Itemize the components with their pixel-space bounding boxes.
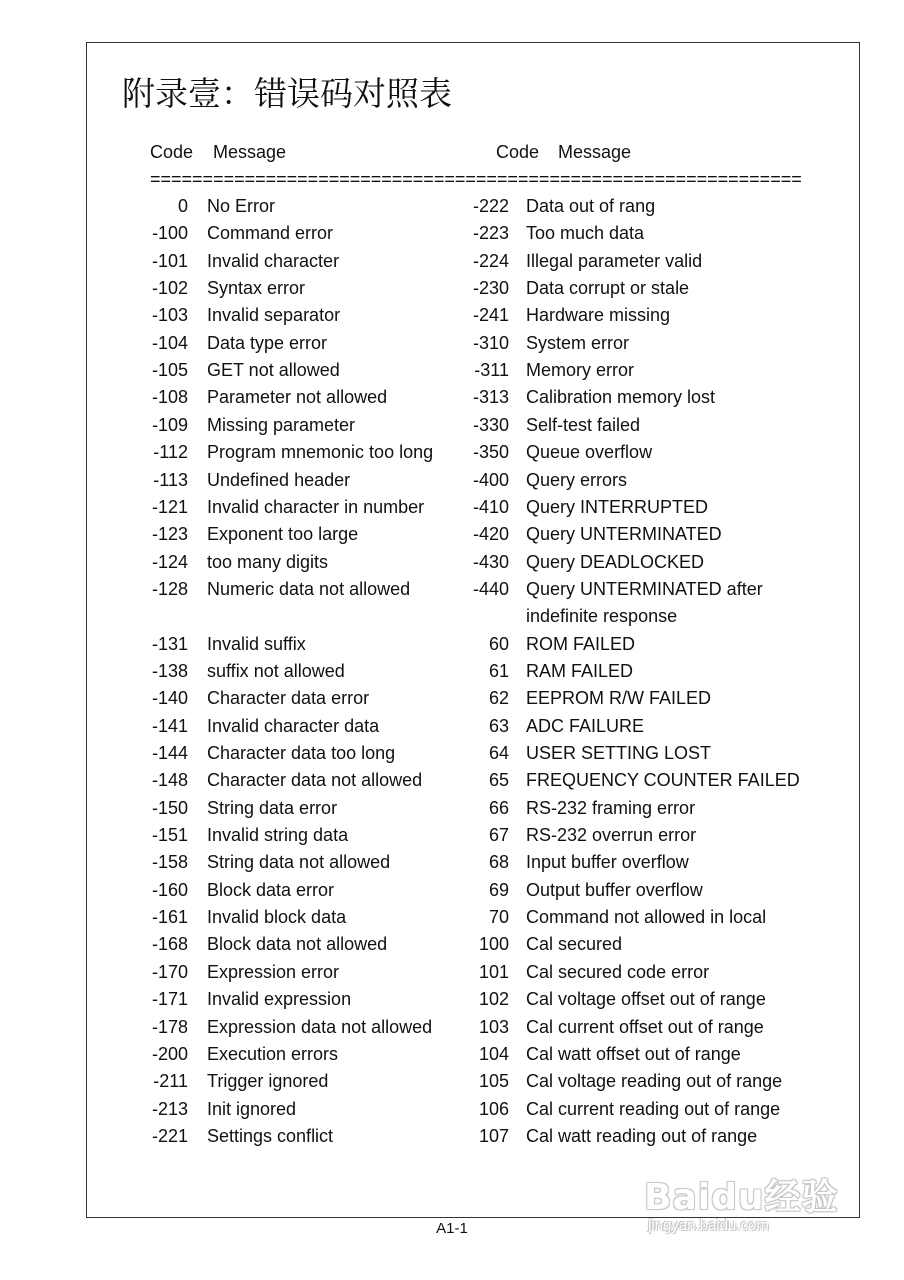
error-message: Data out of rang xyxy=(526,196,656,216)
error-message: Cal watt reading out of range xyxy=(526,1125,758,1146)
error-code: -420 xyxy=(472,524,509,545)
error-code: -224 xyxy=(472,250,509,271)
error-message: EEPROM R/W FAILED xyxy=(526,688,712,709)
error-code: -171 xyxy=(151,989,188,1010)
error-code: -101 xyxy=(151,250,188,271)
error-code: -430 xyxy=(472,551,509,572)
error-message: Init ignored xyxy=(207,1098,297,1119)
error-message: String data error xyxy=(207,797,338,818)
error-code: -158 xyxy=(151,852,188,873)
right-message-header: Message xyxy=(558,142,632,162)
error-code: -121 xyxy=(151,496,188,517)
error-code: -123 xyxy=(151,524,188,545)
error-code: -104 xyxy=(151,332,188,353)
error-message: GET not allowed xyxy=(207,360,340,381)
error-message: String data not allowed xyxy=(207,852,391,873)
error-message: Calibration memory lost xyxy=(526,387,716,408)
error-message: Block data not allowed xyxy=(207,934,388,955)
error-message: Too much data xyxy=(526,223,645,244)
error-code: -102 xyxy=(151,278,188,299)
error-code: -241 xyxy=(472,305,509,326)
error-code: -100 xyxy=(151,223,188,244)
error-message: Cal secured xyxy=(526,934,623,955)
error-message: Query INTERRUPTED xyxy=(526,496,709,517)
error-code: -211 xyxy=(153,1071,188,1092)
watermark-logo: Baidu经验 xyxy=(644,1177,839,1218)
error-code: 103 xyxy=(478,1016,509,1037)
error-code: -151 xyxy=(151,825,188,846)
page-title: 附录壹：错误码对照表 xyxy=(122,74,452,113)
error-message: too many digits xyxy=(207,551,329,572)
error-message: Queue overflow xyxy=(526,442,653,463)
error-code: 70 xyxy=(488,907,509,928)
error-code: -160 xyxy=(151,879,188,900)
error-code: 101 xyxy=(478,961,509,982)
error-code: -140 xyxy=(151,688,188,709)
error-code: 102 xyxy=(478,989,509,1010)
error-message: indefinite response xyxy=(526,606,678,627)
error-message: suffix not allowed xyxy=(207,660,345,681)
error-code: -131 xyxy=(151,633,188,654)
error-code: 69 xyxy=(488,879,509,900)
error-message: Hardware missing xyxy=(526,305,671,326)
error-code: -178 xyxy=(151,1016,188,1037)
error-code: -230 xyxy=(472,278,509,299)
error-message: FREQUENCY COUNTER FAILED xyxy=(526,770,800,791)
error-code: -170 xyxy=(151,961,188,982)
error-message: Trigger ignored xyxy=(207,1071,329,1092)
error-message: Numeric data not allowed xyxy=(207,578,411,599)
error-code: -112 xyxy=(153,442,188,463)
watermark-url: jingyan.baidu.com xyxy=(648,1217,769,1234)
error-message: Block data error xyxy=(207,879,335,900)
error-code: -161 xyxy=(151,907,188,928)
error-code: -113 xyxy=(153,469,188,490)
error-code: -109 xyxy=(151,414,188,435)
error-message: Cal current offset out of range xyxy=(526,1016,764,1037)
error-message: Self-test failed xyxy=(526,414,641,435)
error-message: Input buffer overflow xyxy=(526,852,689,873)
error-message: Data corrupt or stale xyxy=(526,278,690,299)
error-message: Syntax error xyxy=(207,278,306,299)
error-message: Query DEADLOCKED xyxy=(526,551,705,572)
error-message: Parameter not allowed xyxy=(207,387,388,408)
error-code: -410 xyxy=(472,496,509,517)
error-message: Invalid block data xyxy=(207,907,347,928)
error-message: Invalid character xyxy=(207,250,340,271)
error-code: -150 xyxy=(151,797,188,818)
error-code: -350 xyxy=(472,442,509,463)
error-message: USER SETTING LOST xyxy=(526,743,712,763)
error-code: 106 xyxy=(478,1098,509,1119)
error-message: Exponent too large xyxy=(207,524,359,545)
error-message: Cal watt offset out of range xyxy=(526,1043,741,1064)
error-message: Character data not allowed xyxy=(207,770,423,791)
error-message: Invalid separator xyxy=(207,305,341,326)
right-code-header: Code xyxy=(496,142,540,162)
error-code: 62 xyxy=(488,688,509,709)
error-message: Command error xyxy=(207,223,334,244)
page-number: A1-1 xyxy=(436,1220,468,1237)
error-code: 60 xyxy=(488,633,509,654)
error-message: Memory error xyxy=(526,360,635,381)
error-message: Cal voltage reading out of range xyxy=(526,1071,783,1092)
error-message: Character data error xyxy=(207,688,370,709)
error-code: -221 xyxy=(151,1125,188,1146)
error-message: Invalid string data xyxy=(207,825,349,846)
error-message: Execution errors xyxy=(207,1043,339,1064)
error-code: -148 xyxy=(151,770,188,791)
error-message: No Error xyxy=(207,196,276,216)
error-message: Cal voltage offset out of range xyxy=(526,989,766,1010)
error-message: ADC FAILURE xyxy=(526,715,645,736)
error-message: Program mnemonic too long xyxy=(207,442,434,463)
error-code: 105 xyxy=(478,1071,509,1092)
error-code: -400 xyxy=(472,469,509,490)
error-message: Query UNTERMINATED after xyxy=(526,578,763,599)
error-code: -310 xyxy=(472,332,509,353)
error-code: -200 xyxy=(151,1043,188,1064)
error-code: -330 xyxy=(472,414,509,435)
error-code: 67 xyxy=(488,825,509,846)
error-code: -144 xyxy=(151,743,188,763)
error-code: -223 xyxy=(472,223,509,244)
error-message: ROM FAILED xyxy=(526,633,636,654)
error-message: Undefined header xyxy=(207,469,351,490)
error-code: 104 xyxy=(478,1043,509,1064)
error-message: Command not allowed in local xyxy=(526,907,767,928)
error-code: 66 xyxy=(488,797,509,818)
error-message: Character data too long xyxy=(207,743,396,763)
error-message: Invalid character in number xyxy=(207,496,425,517)
error-message: RS-232 overrun error xyxy=(526,825,697,846)
error-message: Query errors xyxy=(526,469,628,490)
error-code: -440 xyxy=(472,578,509,599)
error-code: -311 xyxy=(474,360,509,381)
error-code: 0 xyxy=(177,196,188,216)
error-code: 107 xyxy=(478,1125,509,1146)
error-code: -222 xyxy=(472,196,509,216)
error-code: -108 xyxy=(151,387,188,408)
error-code: 100 xyxy=(478,934,509,955)
error-code: -213 xyxy=(151,1098,188,1119)
error-message: Invalid expression xyxy=(207,989,352,1010)
error-code: -124 xyxy=(151,551,188,572)
error-message: System error xyxy=(526,332,630,353)
error-code: -313 xyxy=(472,387,509,408)
error-message: Invalid character data xyxy=(207,715,380,736)
error-message: Expression error xyxy=(207,961,340,982)
error-code: 68 xyxy=(488,852,509,873)
error-message: Missing parameter xyxy=(207,414,356,435)
header-separator: ============================================================== xyxy=(150,169,802,189)
error-message: Cal current reading out of range xyxy=(526,1098,781,1119)
error-message: Invalid suffix xyxy=(207,633,306,654)
error-message: RS-232 framing error xyxy=(526,797,696,818)
error-message: RAM FAILED xyxy=(526,660,634,681)
error-code: -168 xyxy=(151,934,188,955)
error-code: 64 xyxy=(488,743,509,763)
error-code: 63 xyxy=(488,715,509,736)
error-message: Settings conflict xyxy=(207,1125,334,1146)
error-message: Output buffer overflow xyxy=(526,879,703,900)
left-code-header: Code xyxy=(150,142,194,162)
error-message: Query UNTERMINATED xyxy=(526,524,722,545)
left-message-header: Message xyxy=(213,142,287,162)
error-code: 61 xyxy=(488,660,509,681)
error-message: Expression data not allowed xyxy=(207,1016,433,1037)
error-code: 65 xyxy=(488,770,509,791)
error-code: -105 xyxy=(151,360,188,381)
error-code: -138 xyxy=(151,660,188,681)
error-message: Cal secured code error xyxy=(526,961,710,982)
error-message: Illegal parameter valid xyxy=(526,250,703,271)
error-code: -128 xyxy=(151,578,188,599)
error-message: Data type error xyxy=(207,332,328,353)
error-code: -141 xyxy=(151,715,188,736)
error-code: -103 xyxy=(151,305,188,326)
watermark xyxy=(644,1145,864,1245)
